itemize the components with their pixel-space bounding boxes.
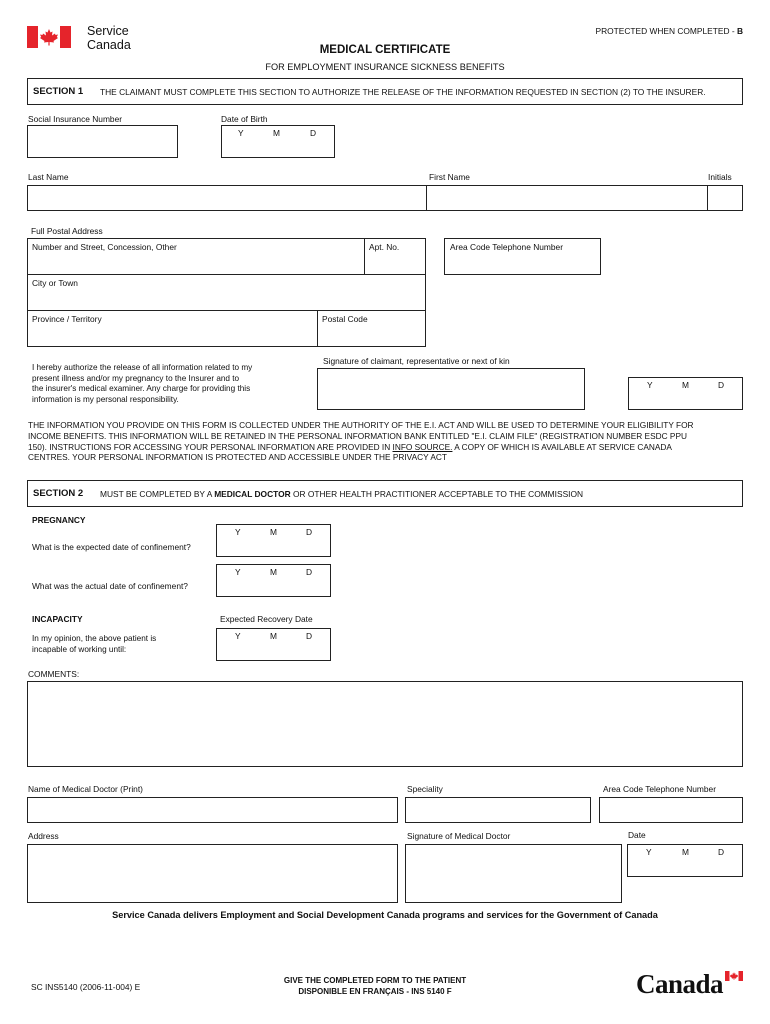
department-name-line1: Service <box>87 24 129 38</box>
last-name-label: Last Name <box>28 172 69 182</box>
city-field[interactable] <box>27 274 426 311</box>
privacy-line: THE INFORMATION YOU PROVIDE ON THIS FORM IS COLLECTED UNDER THE AUTHORITY OF THE E.I. ACT AND WILL BE USED TO DETERMINE YOUR ELIGIBILITY FOR <box>28 420 694 430</box>
incapable-line: incapable of working until: <box>32 644 127 654</box>
last-name-field[interactable] <box>27 185 427 211</box>
section2-banner <box>27 480 743 507</box>
incapable-line: In my opinion, the above patient is <box>32 634 157 643</box>
expected-confinement-date-field[interactable] <box>216 524 331 557</box>
authorization-line: I hereby authorize the release of all information related to my <box>32 363 253 372</box>
city-label: City or Town <box>32 278 78 288</box>
postal-code-field[interactable] <box>317 310 426 347</box>
year-label: Y <box>235 567 241 577</box>
comments-label: COMMENTS: <box>28 669 80 679</box>
recovery-date-label: Expected Recovery Date <box>220 614 313 624</box>
year-label: Y <box>238 128 244 138</box>
canada-wordmark <box>636 966 746 1002</box>
authorization-line: information is my personal responsibility. <box>32 394 179 404</box>
section2-instruction-part: MUST BE COMPLETED BY A <box>100 489 215 499</box>
year-label: Y <box>646 847 652 857</box>
canada-flag-icon <box>725 971 743 981</box>
claimant-signature-date-field[interactable] <box>628 377 743 410</box>
street-field[interactable] <box>27 238 365 275</box>
privacy-line: INCOME BENEFITS. THIS INFORMATION WILL BE RETAINED IN THE PERSONAL INFORMATION BANK ENTITLED "E.I. CLAIM FILE" (REGISTRATION NUMBER ESDC PPU <box>28 430 687 441</box>
year-label: Y <box>647 380 653 390</box>
give-instruction-line: GIVE THE COMPLETED FORM TO THE PATIENT <box>283 976 467 985</box>
month-label: M <box>273 128 280 138</box>
recovery-date-field[interactable] <box>216 628 331 661</box>
month-label: M <box>270 567 277 577</box>
doctor-name-field[interactable] <box>27 797 398 823</box>
privacy-notice <box>28 420 748 463</box>
apt-field[interactable] <box>364 238 426 275</box>
actual-confinement-date-field[interactable] <box>216 564 331 597</box>
province-label: Province / Territory <box>32 314 102 324</box>
day-label: D <box>310 128 317 138</box>
initials-label: Initials <box>708 172 732 182</box>
street-label: Number and Street, Concession, Other <box>32 242 177 252</box>
wordmark-text: Canada <box>636 969 724 999</box>
doctor-date-label: Date <box>628 830 646 840</box>
first-name-field[interactable] <box>426 185 708 211</box>
expected-confinement-question: What is the expected date of confinement? <box>32 542 191 552</box>
claimant-signature-field[interactable] <box>317 368 585 410</box>
privacy-line: CENTRES. YOUR PERSONAL INFORMATION IS PROTECTED AND ACCESSIBLE UNDER THE PRIVACY ACT <box>28 452 447 463</box>
section1-label: SECTION 1 <box>33 86 84 97</box>
form-title: MEDICAL CERTIFICATE <box>319 44 451 56</box>
protected-text: PROTECTED WHEN COMPLETED - <box>595 26 737 36</box>
month-label: M <box>270 527 277 537</box>
day-label: D <box>718 847 725 857</box>
day-label: D <box>718 380 725 390</box>
info-source-link[interactable]: INFO SOURCE. <box>392 441 453 452</box>
privacy-line <box>28 442 748 453</box>
full-address-label: Full Postal Address <box>31 226 103 236</box>
day-label: D <box>306 527 313 537</box>
month-label: M <box>682 380 689 390</box>
actual-confinement-question: What was the actual date of confinement? <box>32 581 188 591</box>
postal-code-label: Postal Code <box>322 314 368 324</box>
initials-field[interactable] <box>707 185 743 211</box>
section2-label: SECTION 2 <box>33 488 84 499</box>
year-label: Y <box>235 527 241 537</box>
sin-field[interactable] <box>27 125 178 158</box>
day-label: D <box>306 631 313 641</box>
doctor-signature-label: Signature of Medical Doctor <box>407 831 511 841</box>
form-subtitle: FOR EMPLOYMENT INSURANCE SICKNESS BENEFITS <box>265 62 505 72</box>
authorization-text <box>32 363 292 405</box>
dob-field[interactable] <box>221 125 335 158</box>
pregnancy-heading: PREGNANCY <box>32 515 86 525</box>
day-label: D <box>306 567 313 577</box>
authorization-line: present illness and/or my pregnancy to the Insurer and to <box>32 373 240 383</box>
address-label: Address <box>28 831 59 841</box>
speciality-label: Speciality <box>407 784 443 794</box>
doctor-name-label: Name of Medical Doctor (Print) <box>28 784 143 794</box>
year-label: Y <box>235 631 241 641</box>
first-name-label: First Name <box>429 172 470 182</box>
privacy-line-part: A COPY OF WHICH IS AVAILABLE AT SERVICE CANADA <box>452 441 672 452</box>
department-name-line2: Canada <box>87 37 131 52</box>
doctor-phone-label: Area Code Telephone Number <box>603 784 716 794</box>
dob-label: Date of Birth <box>221 114 268 124</box>
section2-instruction-part: OR OTHER HEALTH PRACTITIONER ACCEPTABLE TO THE COMMISSION <box>290 489 584 499</box>
claimant-phone-label: Area Code Telephone Number <box>450 242 563 252</box>
section1-banner <box>27 78 743 105</box>
apt-label: Apt. No. <box>369 242 400 252</box>
form-number: SC INS5140 (2006-11-004) E <box>31 982 141 992</box>
claimant-signature-label: Signature of claimant, representative or next of kin <box>323 356 510 366</box>
incapacity-heading: INCAPACITY <box>32 614 83 624</box>
doctor-address-field[interactable] <box>27 844 398 903</box>
comments-field[interactable] <box>27 681 743 767</box>
privacy-line-part: 150). INSTRUCTIONS FOR ACCESSING YOUR PERSONAL INFORMATION ARE PROVIDED IN <box>28 441 393 452</box>
give-instructions <box>250 975 500 997</box>
give-instruction-line: DISPONIBLE EN FRANÇAIS - INS 5140 F <box>298 987 452 996</box>
doctor-date-field[interactable] <box>627 844 743 877</box>
authorization-line: the insurer's medical examiner. Any charge for providing this <box>32 384 251 394</box>
month-label: M <box>270 631 277 641</box>
section2-instruction <box>100 489 583 499</box>
section1-instruction: THE CLAIMANT MUST COMPLETE THIS SECTION TO AUTHORIZE THE RELEASE OF THE INFORMATION REQUESTED IN SECTION (2) TO THE INSURER. <box>100 87 706 97</box>
footer-statement: Service Canada delivers Employment and Social Development Canada programs and services for the Government of Canada <box>112 910 658 920</box>
protected-marking <box>595 26 743 36</box>
claimant-phone-field[interactable] <box>444 238 601 275</box>
month-label: M <box>682 847 689 857</box>
speciality-field[interactable] <box>405 797 591 823</box>
incapable-text <box>32 634 212 655</box>
protected-letter: B <box>736 26 743 36</box>
medical-doctor-emphasis: MEDICAL DOCTOR <box>214 489 291 499</box>
sin-label: Social Insurance Number <box>28 114 123 124</box>
province-field[interactable] <box>27 310 318 347</box>
doctor-signature-field[interactable] <box>405 844 622 903</box>
doctor-phone-field[interactable] <box>599 797 743 823</box>
